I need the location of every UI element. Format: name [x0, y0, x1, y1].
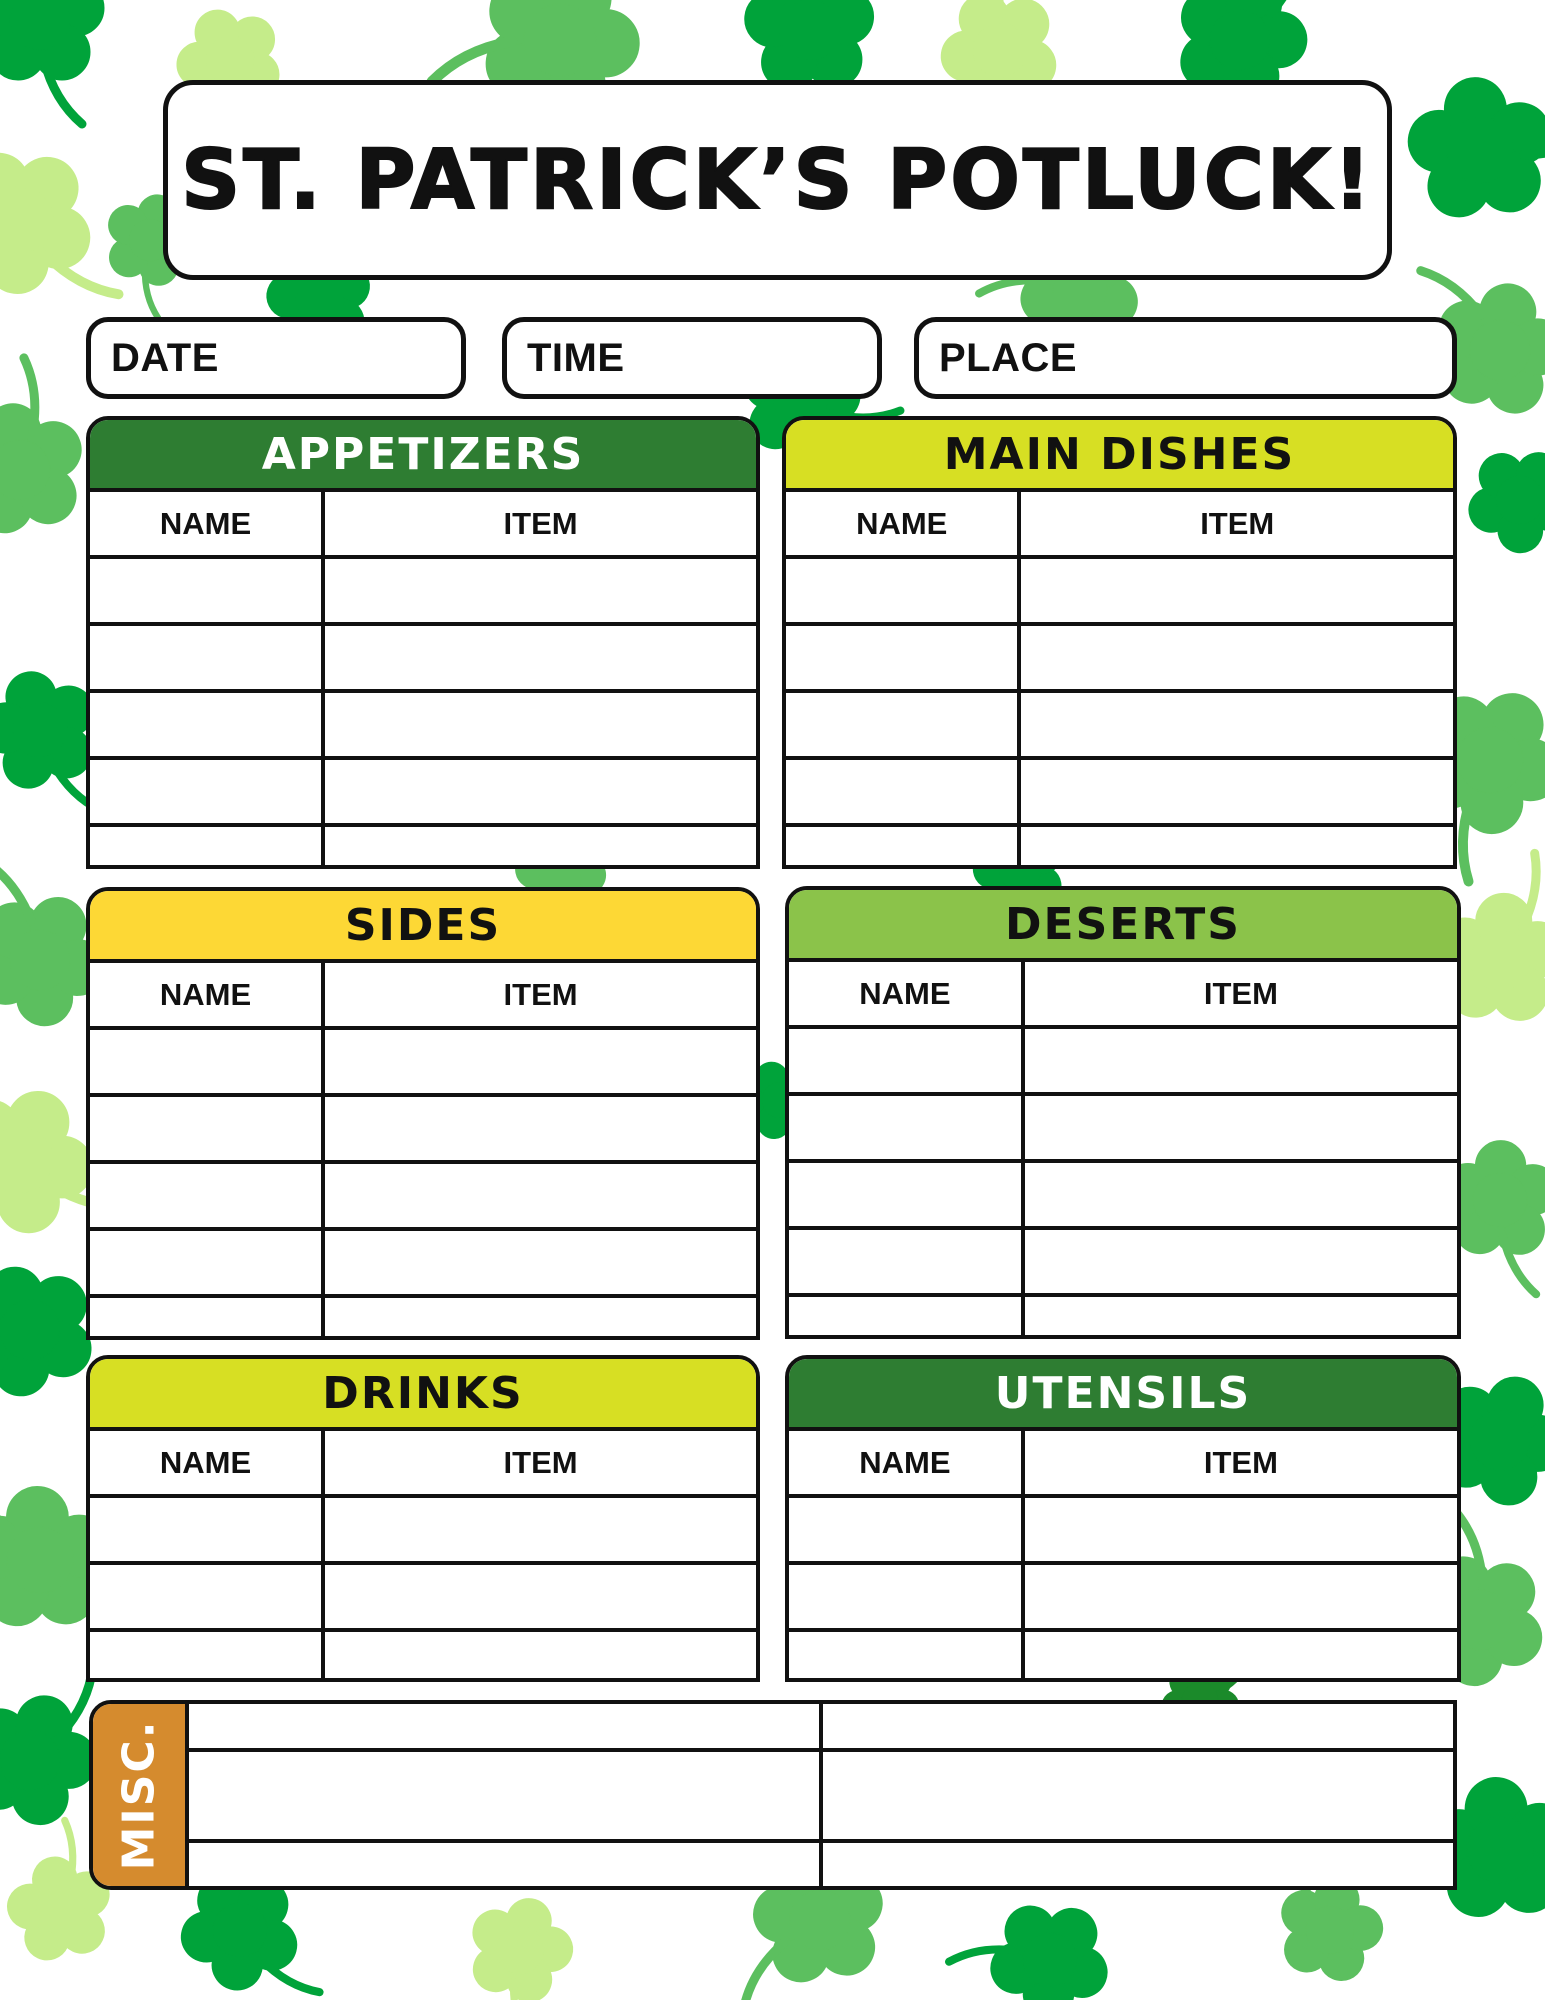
name-cell[interactable] — [789, 1563, 1023, 1630]
deserts-table — [789, 962, 1457, 1339]
table-row — [90, 1563, 756, 1630]
deserts-title: DESERTS — [1005, 898, 1241, 950]
utensils-header — [789, 1359, 1457, 1431]
item-cell[interactable] — [1023, 1027, 1457, 1094]
table-row — [90, 1296, 756, 1340]
item-cell[interactable] — [323, 1296, 756, 1340]
item-cell[interactable] — [1023, 1630, 1457, 1682]
table-row — [789, 1563, 1457, 1630]
item-cell[interactable] — [1019, 825, 1453, 869]
table-row — [90, 825, 756, 869]
item-cell[interactable] — [1023, 1295, 1457, 1339]
utensils-table — [789, 1431, 1457, 1682]
name-cell[interactable] — [90, 624, 323, 691]
name-cell[interactable] — [789, 1228, 1023, 1295]
main-dishes-title: MAIN DISHES — [943, 428, 1296, 480]
main-dishes-header — [786, 420, 1453, 492]
misc-cell[interactable] — [821, 1841, 1453, 1887]
drinks-section — [86, 1355, 760, 1682]
name-cell[interactable] — [90, 825, 323, 869]
utensils-section — [785, 1355, 1461, 1682]
deserts-section — [785, 886, 1461, 1339]
table-row — [90, 1229, 756, 1296]
column-header-name: NAME — [786, 492, 1019, 557]
name-cell[interactable] — [786, 557, 1019, 624]
misc-title: MISC. — [113, 1719, 165, 1871]
misc-tab — [93, 1704, 189, 1886]
table-row — [786, 557, 1453, 624]
table-row — [90, 1028, 756, 1095]
sides-title: SIDES — [344, 899, 502, 951]
sides-section — [86, 887, 760, 1340]
column-header-name: NAME — [90, 1431, 323, 1496]
column-header-row — [90, 963, 756, 1028]
column-header-name: NAME — [90, 963, 323, 1028]
deserts-header — [789, 890, 1457, 962]
column-header-row — [90, 1431, 756, 1496]
name-cell[interactable] — [789, 1295, 1023, 1339]
name-cell[interactable] — [786, 825, 1019, 869]
table-row — [789, 1027, 1457, 1094]
name-cell[interactable] — [90, 1162, 323, 1229]
main-dishes-section — [782, 416, 1457, 869]
item-cell[interactable] — [1019, 758, 1453, 825]
name-cell[interactable] — [786, 691, 1019, 758]
drinks-table — [90, 1431, 756, 1682]
time-field[interactable] — [502, 317, 882, 399]
column-header-item: ITEM — [1019, 492, 1453, 557]
name-cell[interactable] — [789, 1630, 1023, 1682]
date-field[interactable] — [86, 317, 466, 399]
item-cell[interactable] — [1023, 1228, 1457, 1295]
misc-cell[interactable] — [189, 1750, 821, 1841]
table-row — [789, 1295, 1457, 1339]
misc-section — [89, 1700, 1457, 1890]
name-cell[interactable] — [90, 1563, 323, 1630]
place-label: PLACE — [939, 335, 1078, 380]
appetizers-table — [90, 492, 756, 869]
misc-cell[interactable] — [821, 1750, 1453, 1841]
misc-table — [189, 1704, 1453, 1886]
name-cell[interactable] — [90, 758, 323, 825]
table-row — [789, 1094, 1457, 1161]
item-cell[interactable] — [323, 825, 756, 869]
item-cell[interactable] — [323, 691, 756, 758]
drinks-header — [90, 1359, 756, 1431]
table-row — [90, 691, 756, 758]
item-cell[interactable] — [323, 1563, 756, 1630]
column-header-item: ITEM — [1023, 962, 1457, 1027]
utensils-title: UTENSILS — [994, 1367, 1252, 1419]
item-cell[interactable] — [323, 1028, 756, 1095]
misc-cell[interactable] — [821, 1704, 1453, 1750]
table-row — [90, 624, 756, 691]
item-cell[interactable] — [323, 624, 756, 691]
table-row — [786, 758, 1453, 825]
place-field[interactable] — [914, 317, 1457, 399]
column-header-row — [789, 1431, 1457, 1496]
sides-header — [90, 891, 756, 963]
drinks-title: DRINKS — [322, 1367, 524, 1419]
item-cell[interactable] — [1023, 1563, 1457, 1630]
column-header-row — [786, 492, 1453, 557]
column-header-row — [90, 492, 756, 557]
name-cell[interactable] — [90, 1630, 323, 1682]
table-row — [786, 825, 1453, 869]
name-cell[interactable] — [90, 691, 323, 758]
table-row — [90, 557, 756, 624]
table-row — [786, 691, 1453, 758]
table-row — [789, 1496, 1457, 1563]
table-row — [90, 1630, 756, 1682]
column-header-name: NAME — [789, 1431, 1023, 1496]
table-row — [90, 1162, 756, 1229]
table-row — [90, 1095, 756, 1162]
name-cell[interactable] — [786, 758, 1019, 825]
name-cell[interactable] — [90, 557, 323, 624]
column-header-item: ITEM — [323, 492, 756, 557]
name-cell[interactable] — [90, 1496, 323, 1563]
name-cell[interactable] — [90, 1095, 323, 1162]
name-cell[interactable] — [90, 1229, 323, 1296]
main-dishes-table — [786, 492, 1453, 869]
item-cell[interactable] — [1023, 1094, 1457, 1161]
table-row — [90, 758, 756, 825]
title-banner — [163, 80, 1392, 280]
sides-table — [90, 963, 756, 1340]
name-cell[interactable] — [789, 1027, 1023, 1094]
item-cell[interactable] — [323, 1630, 756, 1682]
item-cell[interactable] — [323, 1496, 756, 1563]
column-header-row — [789, 962, 1457, 1027]
name-cell[interactable] — [789, 1496, 1023, 1563]
table-row — [789, 1630, 1457, 1682]
name-cell[interactable] — [90, 1028, 323, 1095]
appetizers-section — [86, 416, 760, 869]
appetizers-title: APPETIZERS — [261, 428, 585, 480]
column-header-name: NAME — [90, 492, 323, 557]
table-row — [90, 1496, 756, 1563]
appetizers-header — [90, 420, 756, 492]
table-row — [789, 1161, 1457, 1228]
item-cell[interactable] — [323, 758, 756, 825]
misc-cell[interactable] — [189, 1841, 821, 1887]
misc-cell[interactable] — [189, 1704, 821, 1750]
column-header-item: ITEM — [323, 1431, 756, 1496]
time-label: TIME — [527, 335, 625, 380]
name-cell[interactable] — [90, 1296, 323, 1340]
table-row — [786, 624, 1453, 691]
item-cell[interactable] — [1019, 624, 1453, 691]
date-label: DATE — [111, 335, 219, 380]
item-cell[interactable] — [323, 1162, 756, 1229]
name-cell[interactable] — [789, 1094, 1023, 1161]
item-cell[interactable] — [323, 1095, 756, 1162]
item-cell[interactable] — [1019, 691, 1453, 758]
table-row — [789, 1228, 1457, 1295]
name-cell[interactable] — [789, 1161, 1023, 1228]
page-title: ST. PATRICK’S POTLUCK! — [181, 132, 1374, 228]
name-cell[interactable] — [786, 624, 1019, 691]
item-cell[interactable] — [1023, 1161, 1457, 1228]
item-cell[interactable] — [323, 1229, 756, 1296]
item-cell[interactable] — [1019, 557, 1453, 624]
column-header-item: ITEM — [1023, 1431, 1457, 1496]
item-cell[interactable] — [323, 557, 756, 624]
column-header-name: NAME — [789, 962, 1023, 1027]
item-cell[interactable] — [1023, 1496, 1457, 1563]
column-header-item: ITEM — [323, 963, 756, 1028]
